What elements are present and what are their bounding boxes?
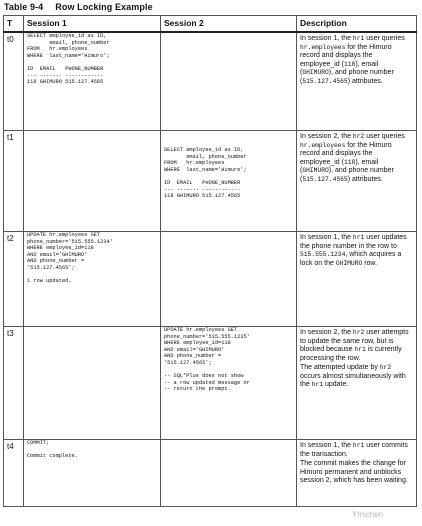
description-text bbox=[300, 329, 413, 363]
session-1-cell bbox=[24, 131, 161, 232]
description-segment: In session 1, the bbox=[300, 234, 353, 241]
header-description: Description bbox=[297, 16, 417, 33]
code-term: GHIMURO bbox=[335, 259, 363, 267]
code-term: 118 bbox=[343, 158, 356, 166]
description-segment: is currently processing the row. bbox=[300, 346, 402, 362]
description-segment: ), email ( bbox=[300, 60, 379, 76]
description-text bbox=[300, 35, 413, 86]
description-segment: In session 2, the bbox=[300, 329, 353, 336]
table-row bbox=[4, 327, 417, 440]
description-segment: ), email ( bbox=[300, 158, 379, 174]
description-segment: ), and phone number ( bbox=[300, 69, 394, 85]
header-t: T bbox=[4, 16, 24, 33]
code-term: GHIMURO bbox=[302, 167, 329, 174]
session-1-code: SELECT employee_id as ID, email, phone_number FROM hr.employees WHERE last_name='Himuro'; ID EMAIL PHONE_NUMBER --- ------- ------------ 118 GHIMURO 515.127.4565 bbox=[27, 33, 110, 86]
time-cell: t1 bbox=[4, 131, 24, 232]
description-cell bbox=[297, 32, 417, 131]
code-term: hr2 bbox=[352, 329, 365, 336]
description-text bbox=[300, 133, 413, 184]
description-cell bbox=[297, 232, 417, 327]
description-segment: user commits the transaction. bbox=[300, 442, 408, 458]
session-1-code: UPDATE hr.employees SET phone_number='515.555.1234' WHERE employee_id=118 AND email='GHIMURO' AND phone_number = '515.127.4565'; 1 row updated. bbox=[27, 232, 113, 285]
description-segment: user queries bbox=[364, 133, 405, 140]
description-segment: user attempts to update the same row, but is blocked because bbox=[300, 329, 409, 353]
description-segment: ) attributes. bbox=[347, 77, 383, 85]
time-cell: t0 bbox=[4, 32, 24, 131]
header-session-2: Session 2 bbox=[161, 16, 297, 33]
description-cell bbox=[297, 440, 417, 507]
code-term: 515.127.4565 bbox=[302, 175, 348, 183]
description-segment: row. bbox=[362, 259, 378, 267]
session-2-cell bbox=[161, 32, 297, 131]
session-1-cell bbox=[24, 440, 161, 507]
session-2-cell bbox=[161, 232, 297, 327]
time-cell: t2 bbox=[4, 232, 24, 327]
code-term: hr.employees bbox=[300, 43, 346, 51]
table-row bbox=[4, 232, 417, 327]
description-segment: for the Himuro record and displays the employee_id ( bbox=[300, 141, 392, 166]
description-text-2 bbox=[300, 364, 413, 390]
code-term: hr1 bbox=[352, 35, 365, 42]
session-2-cell bbox=[161, 131, 297, 232]
description-text bbox=[300, 442, 413, 459]
code-term: hr1 bbox=[354, 346, 366, 353]
code-term: hr1 bbox=[352, 234, 365, 241]
description-text bbox=[300, 234, 413, 268]
description-segment: user queries bbox=[364, 35, 405, 42]
session-2-code: UPDATE hr.employees SET phone_number='515.555.1235' WHERE employee_id=118 AND email='GHIMURO' AND phone_number = '515.127.4565'; -- SQL*Plus does not show -- a row updated message or -- return the prompt. bbox=[164, 327, 250, 393]
description-segment: user updates the phone number in the row to bbox=[300, 234, 407, 250]
code-term: hr2 bbox=[379, 364, 392, 371]
header-session-1: Session 1 bbox=[24, 16, 161, 33]
table-row bbox=[4, 32, 417, 131]
description-segment: In session 1, the bbox=[300, 35, 353, 42]
description-segment: The commit makes the change for Himuro permanent and unblocks session 2, which has been waiting. bbox=[300, 460, 408, 484]
code-term: GHIMURO bbox=[302, 69, 329, 76]
description-segment: for the Himuro record and displays the employee_id ( bbox=[300, 43, 392, 68]
description-cell bbox=[297, 327, 417, 440]
code-term: 515.127.4565 bbox=[302, 77, 348, 85]
table-row bbox=[4, 440, 417, 507]
table-caption bbox=[4, 2, 153, 12]
description-segment: In session 2, the bbox=[300, 133, 353, 140]
code-term: hr1 bbox=[352, 442, 365, 449]
description-segment: , which acquires a lock on the bbox=[300, 251, 402, 267]
description-segment: In session 1, the bbox=[300, 442, 353, 449]
table-title: Row Locking Example bbox=[55, 2, 153, 12]
row-locking-table bbox=[3, 15, 417, 507]
session-1-cell bbox=[24, 327, 161, 440]
header-row bbox=[4, 16, 417, 33]
session-1-code: COMMIT; Commit complete. bbox=[27, 440, 78, 460]
code-term: 515.555.1234 bbox=[300, 251, 346, 258]
code-term: 118 bbox=[343, 60, 356, 68]
description-text-2 bbox=[300, 460, 413, 486]
code-term: hr2 bbox=[352, 133, 365, 140]
description-segment: ), and phone number ( bbox=[300, 167, 394, 183]
session-2-cell bbox=[161, 327, 297, 440]
description-segment: ) attributes. bbox=[347, 175, 383, 183]
code-term: hr1 bbox=[311, 381, 324, 388]
time-cell: t4 bbox=[4, 440, 24, 507]
description-segment: update. bbox=[323, 381, 349, 388]
description-segment: occurs almost simultaneously with the bbox=[300, 372, 406, 388]
session-2-cell bbox=[161, 440, 297, 507]
table-row bbox=[4, 131, 417, 232]
table-number: Table 9-4 bbox=[4, 2, 44, 12]
session-1-cell bbox=[24, 32, 161, 131]
time-cell: t3 bbox=[4, 327, 24, 440]
session-1-cell bbox=[24, 232, 161, 327]
watermark: Ymichen bbox=[352, 510, 384, 519]
code-term: hr.employees bbox=[300, 141, 346, 149]
description-segment: The attempted update by bbox=[300, 364, 380, 371]
session-2-code: SELECT employee_id as ID, email, phone_number FROM hr.employees WHERE last_name='Himuro'; ID EMAIL PHONE_NUMBER --- ------- ------------ 118 GHIMURO 515.127.4565 bbox=[164, 147, 247, 200]
description-cell bbox=[297, 131, 417, 232]
